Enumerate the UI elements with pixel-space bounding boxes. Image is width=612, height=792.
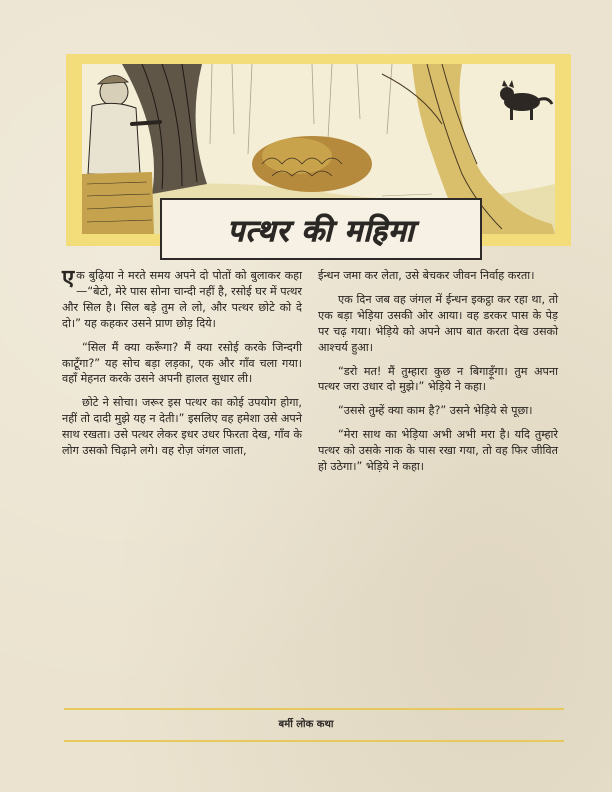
left-column xyxy=(62,268,302,467)
paragraph-4: ईन्धन जमा कर लेता, उसे बेचकर जीवन निर्वाह करता। xyxy=(318,269,535,282)
paragraph-5: एक दिन जब वह जंगल में ईन्धन इकट्ठा कर रहा था, तो एक बड़ा भेड़िया उसकी ओर आया। वह डरकर पास के पेड़ पर चढ़ गया। भेड़िये को अपने आप बात करता देख उसको आश्चर्य हुआ। xyxy=(318,292,558,354)
footer-caption: बर्मी लोक कथा xyxy=(278,719,334,730)
paragraph-3: छोटे ने सोचा। जरूर इस पत्थर का कोई उपयोग होगा, नहीं तो दादी मुझे यह न देती।” इसलिए वह हमेशा उसे अपने साथ रखता। उसे पत्थर लेकर इधर उधर फिरता देख, गाँव के लोग उसको चिढ़ाने लगे। वह रोज़ जंगल जाता, xyxy=(62,396,302,458)
footer-rule-top xyxy=(64,708,564,710)
right-column xyxy=(318,268,558,483)
drop-cap: ए xyxy=(62,266,75,291)
footer-rule-bottom xyxy=(64,740,564,742)
paragraph-7: “उससे तुम्हें क्या काम है?” उसने भेड़िये से पूछा। xyxy=(338,404,533,418)
paragraph-1 xyxy=(62,268,302,332)
paragraph-2: “सिल मैं क्या करूँगा? मैं क्या रसोई करके जिन्दगी काटूँगा?” यह सोच बड़ा लड़का, एक और गाँव चला गया। वहाँ मेहनत करके उसने अपनी हालत सुधार ली। xyxy=(62,340,302,386)
story-title: पत्थर की महिमा xyxy=(227,213,415,249)
paragraph-6: “डरो मत! मैं तुम्हारा कुछ न बिगाड़ूँगा। तुम अपना पत्थर जरा उधार दो मुझे।” भेड़िये ने कहा। xyxy=(318,364,558,394)
paragraph-text: क बुढ़िया ने मरते समय अपने दो पोतों को बुलाकर कहा—“बेटो, मेरे पास सोना चान्दी नहीं है, रसोई घर में पत्थर और सिल है। सिल बड़े तुम ले लो, और पत्थर छोटे को दे दो।” यह कहकर उसने प्राण छोड़ दिये। xyxy=(62,269,302,330)
paragraph-8: “मेरा साथ का भेड़िया अभी अभी मरा है। यदि तुम्हारे पत्थर को उसके नाक के पास रखा गया, तो वह फिर जीवित हो उठेगा।” भेड़िये ने कहा। xyxy=(318,428,558,474)
story-title-box xyxy=(160,198,482,260)
